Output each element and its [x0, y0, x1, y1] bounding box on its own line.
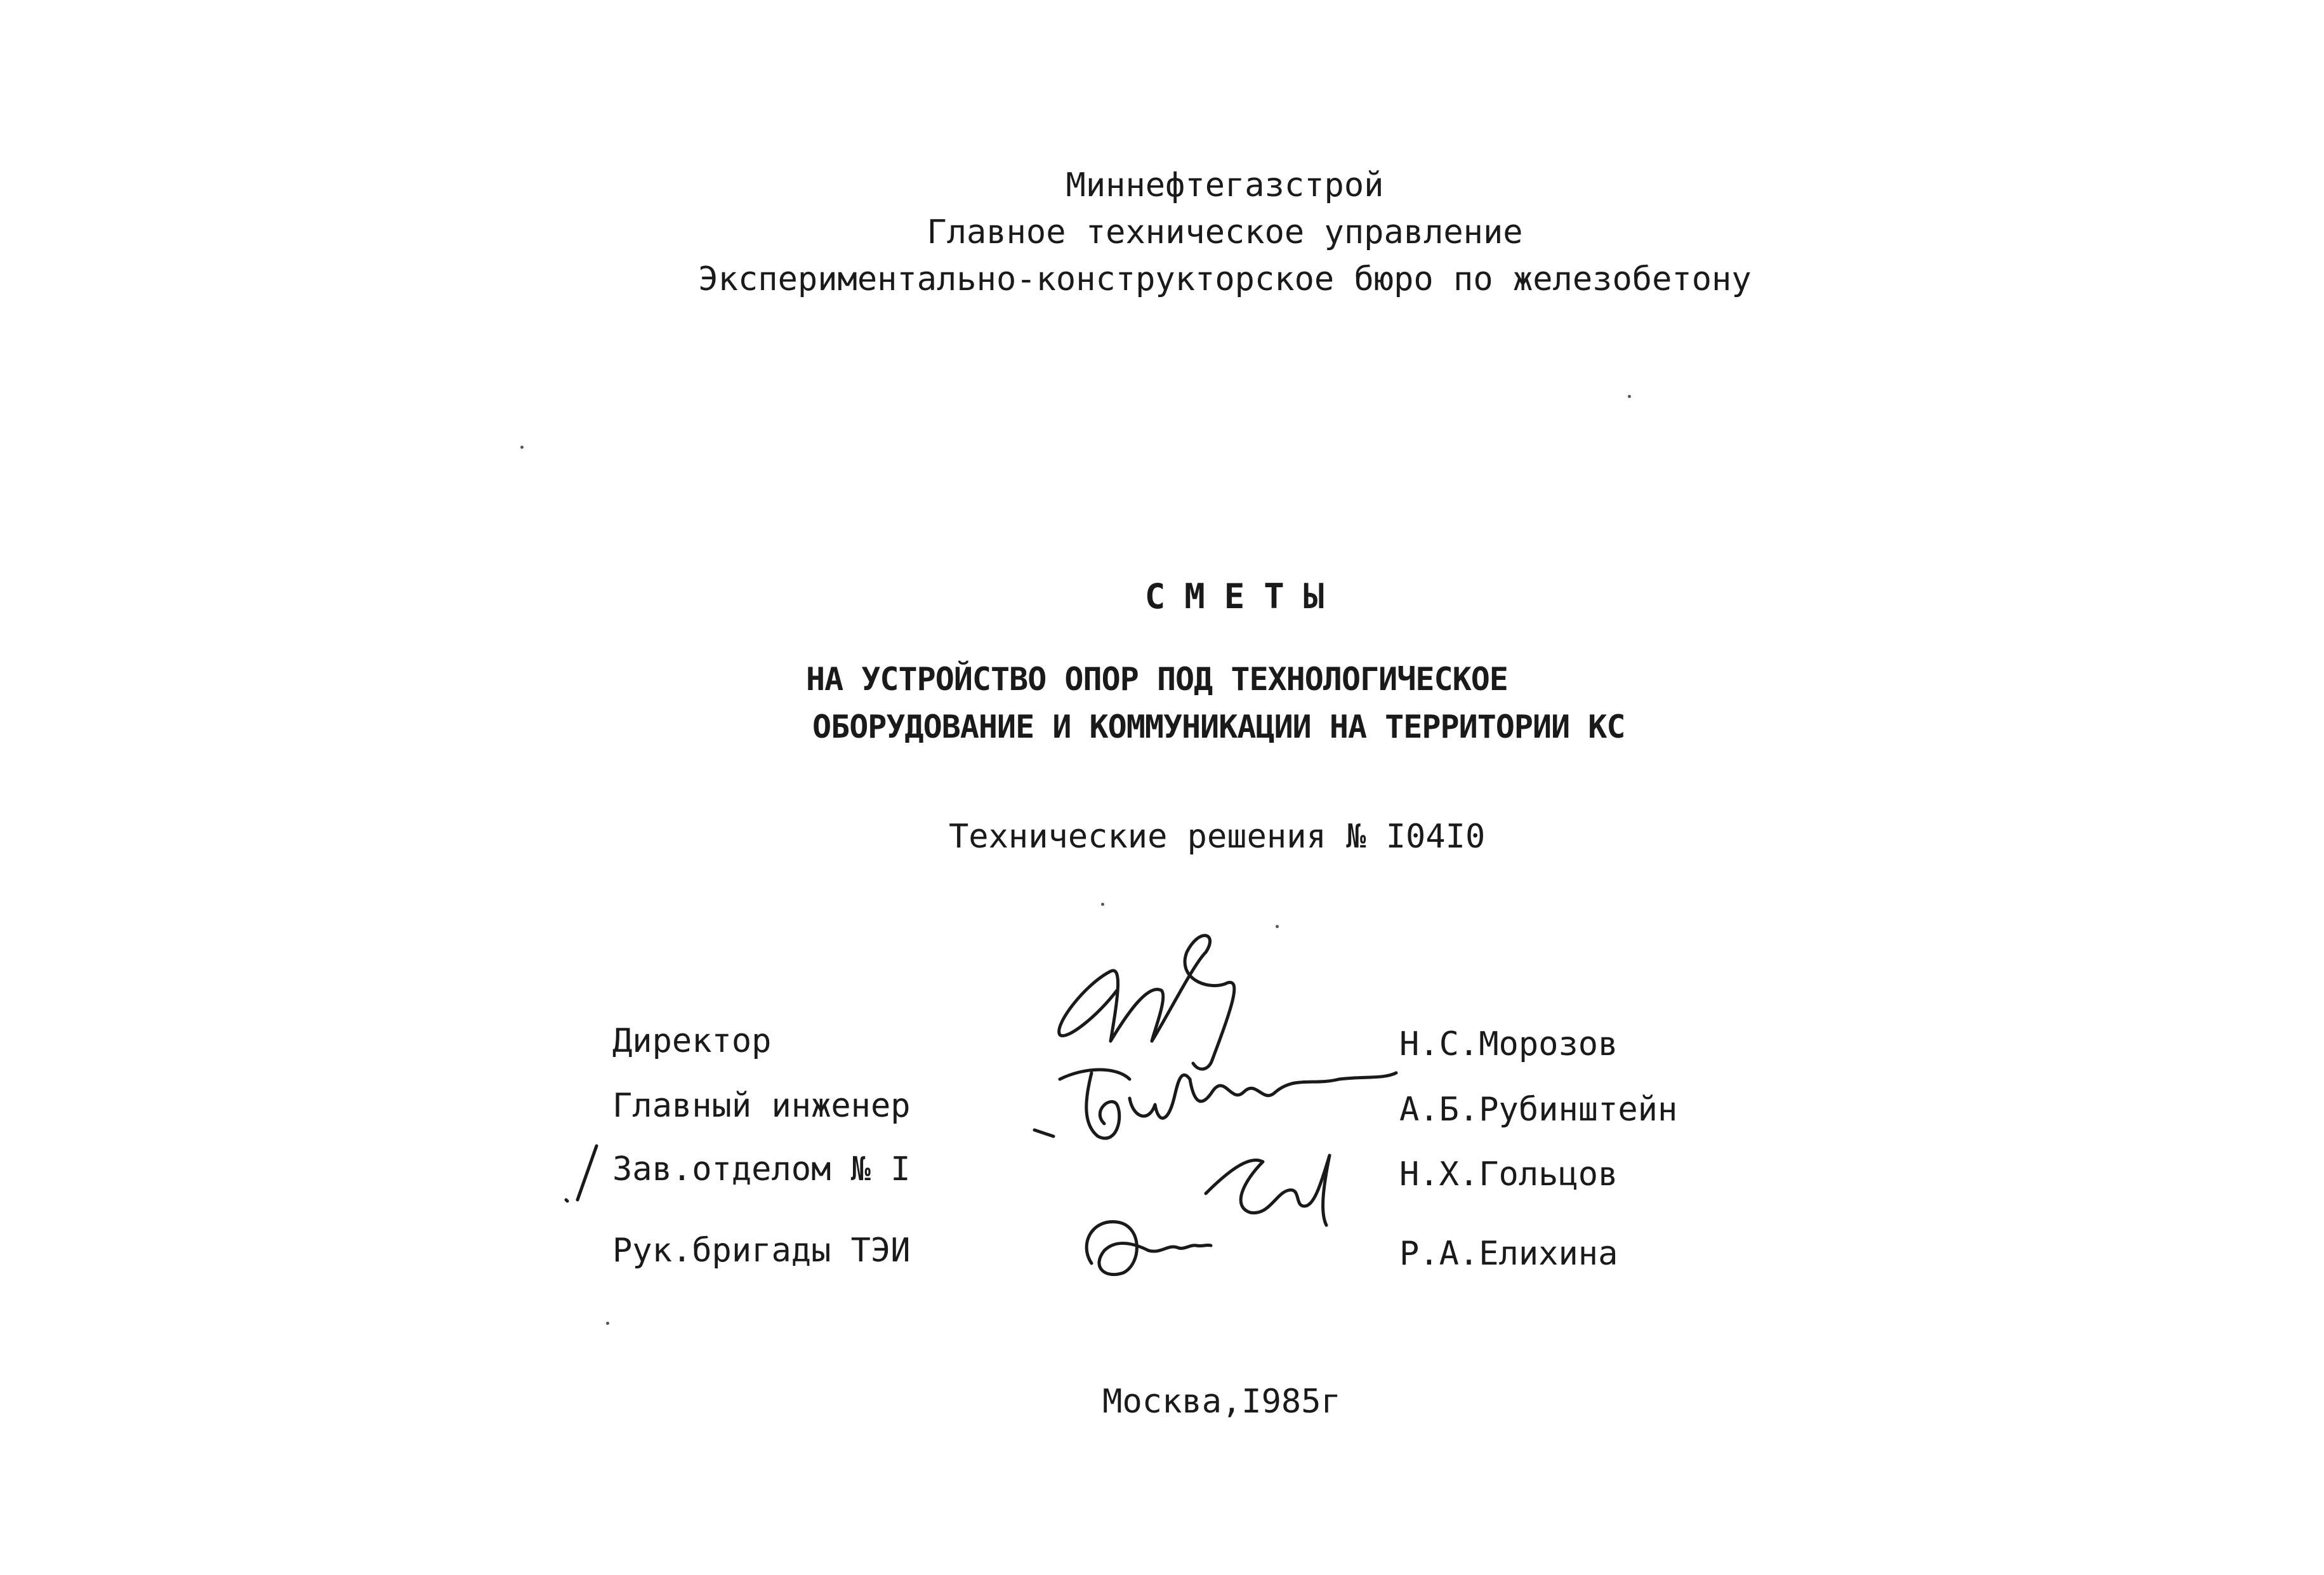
scan-speck [1276, 925, 1279, 928]
position-team-lead: Рук.бригады ТЭИ [612, 1232, 911, 1270]
bureau-name: Экспериментально-конструкторское бюро по железобетону [698, 260, 1752, 298]
name-department-head: Н.Х.Гольцов [1399, 1155, 1618, 1193]
scan-speck [1101, 903, 1104, 906]
margin-mark [558, 1140, 609, 1209]
title-line-2: ОБОРУДОВАНИЕ И КОММУНИКАЦИИ НА ТЕРРИТОРИИ КС [812, 708, 1625, 745]
scan-speck [520, 446, 524, 449]
scan-speck [606, 1322, 609, 1325]
department-name: Главное техническое управление [927, 213, 1523, 251]
name-chief-engineer: А.Б.Рубинштейн [1399, 1091, 1678, 1129]
city-and-year: Москва,I985г [1102, 1383, 1341, 1421]
scan-speck [1628, 395, 1631, 398]
ministry-name: Миннефтегазстрой [1066, 166, 1384, 204]
team-lead-signature [1066, 1206, 1218, 1289]
position-chief-engineer: Главный инженер [612, 1087, 911, 1125]
document-title: СМЕТЫ [1144, 576, 1344, 616]
title-line-1: НА УСТРОЙСТВО ОПОР ПОД ТЕХНОЛОГИЧЕСКОЕ [806, 661, 1508, 698]
position-director: Директор [612, 1022, 772, 1060]
technical-decision-number: Технические решения № I04I0 [949, 818, 1486, 856]
name-director: Н.С.Морозов [1399, 1025, 1618, 1063]
name-team-lead: Р.А.Елихина [1399, 1235, 1618, 1273]
position-department-head: Зав.отделом № I [612, 1150, 911, 1188]
